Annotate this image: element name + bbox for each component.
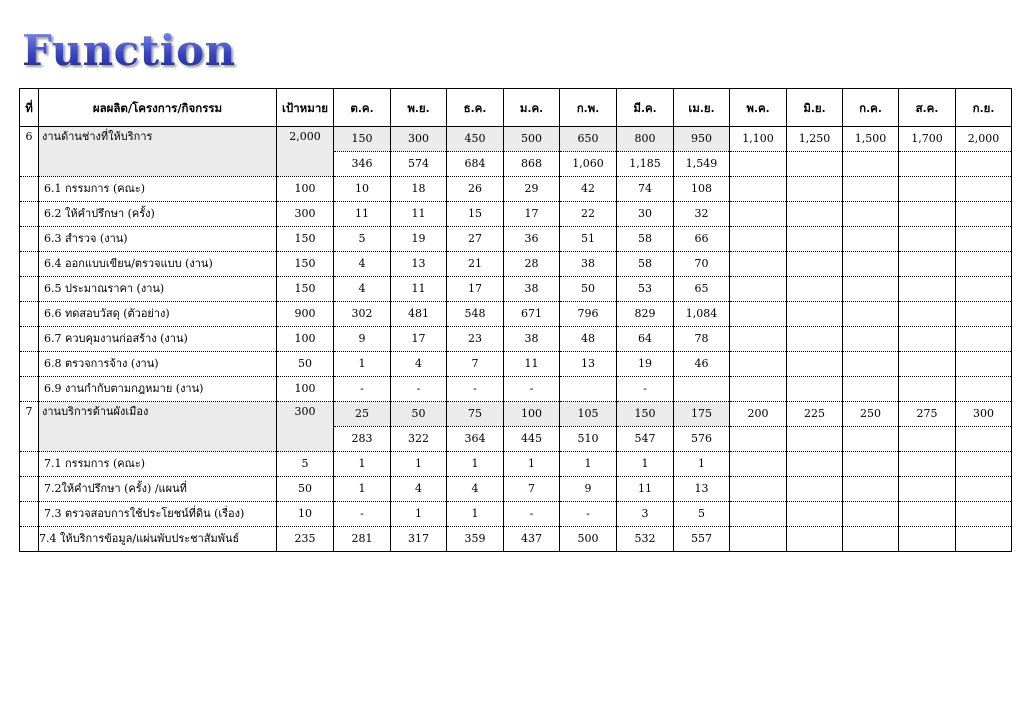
item-value: 1 xyxy=(447,502,504,527)
item-value xyxy=(843,352,899,377)
item-value: 13 xyxy=(391,252,447,277)
item-value xyxy=(787,227,843,252)
item-value: - xyxy=(334,502,391,527)
row-index xyxy=(20,227,39,252)
item-value: 28 xyxy=(504,252,560,277)
plan-value: 275 xyxy=(899,402,956,427)
item-value: 9 xyxy=(560,477,617,502)
actual-value: 283 xyxy=(334,427,391,452)
item-value xyxy=(787,477,843,502)
item-value xyxy=(899,352,956,377)
item-value: 64 xyxy=(617,327,674,352)
actual-value: 346 xyxy=(334,152,391,177)
actual-value xyxy=(730,427,787,452)
item-value: 5 xyxy=(674,502,730,527)
item-value: 42 xyxy=(560,177,617,202)
item-value: - xyxy=(617,377,674,402)
item-value xyxy=(899,477,956,502)
item-target: 10 xyxy=(277,502,334,527)
item-value: - xyxy=(447,377,504,402)
item-value: 13 xyxy=(560,352,617,377)
plan-value: 250 xyxy=(843,402,899,427)
item-value xyxy=(730,352,787,377)
item-name: 7.2ให้คำปรึกษา (ครั้ง) /แผนที่ xyxy=(39,477,277,502)
item-value xyxy=(956,452,1012,477)
column-header: ก.พ. xyxy=(560,89,617,127)
actual-value xyxy=(899,427,956,452)
table-row xyxy=(20,252,1012,277)
actual-value xyxy=(843,152,899,177)
item-value xyxy=(956,302,1012,327)
plan-value: 25 xyxy=(334,402,391,427)
item-value: 4 xyxy=(391,352,447,377)
row-index xyxy=(20,277,39,302)
item-value xyxy=(843,227,899,252)
item-value: 1 xyxy=(334,452,391,477)
item-value xyxy=(787,327,843,352)
actual-value xyxy=(899,152,956,177)
column-header: ที่ xyxy=(20,89,39,127)
item-value: 7 xyxy=(447,352,504,377)
item-value: 108 xyxy=(674,177,730,202)
plan-value: 175 xyxy=(674,402,730,427)
item-value: 11 xyxy=(391,202,447,227)
item-target: 5 xyxy=(277,452,334,477)
column-header: ต.ค. xyxy=(334,89,391,127)
plan-value: 150 xyxy=(617,402,674,427)
item-value: 796 xyxy=(560,302,617,327)
item-value: 4 xyxy=(391,477,447,502)
plan-value: 950 xyxy=(674,127,730,152)
item-value xyxy=(787,452,843,477)
item-value: 27 xyxy=(447,227,504,252)
item-value xyxy=(730,477,787,502)
column-header: มี.ค. xyxy=(617,89,674,127)
item-value: - xyxy=(391,377,447,402)
row-index xyxy=(20,252,39,277)
actual-value: 364 xyxy=(447,427,504,452)
item-value xyxy=(956,327,1012,352)
item-name: 6.6 ทดสอบวัสดุ (ตัวอย่าง) xyxy=(39,302,277,327)
plan-value: 1,250 xyxy=(787,127,843,152)
item-name: 7.3 ตรวจสอบการใช้ประโยชน์ที่ดิน (เรื่อง) xyxy=(39,502,277,527)
item-value: 50 xyxy=(560,277,617,302)
item-value xyxy=(899,177,956,202)
row-index xyxy=(20,327,39,352)
item-value xyxy=(730,202,787,227)
item-value xyxy=(787,352,843,377)
item-value xyxy=(843,202,899,227)
item-value: 437 xyxy=(504,527,560,552)
plan-value: 2,000 xyxy=(956,127,1012,152)
item-name: 6.2 ให้คำปรึกษา (ครั้ง) xyxy=(39,202,277,227)
item-value xyxy=(899,302,956,327)
actual-value xyxy=(787,427,843,452)
item-value xyxy=(787,302,843,327)
row-index xyxy=(20,302,39,327)
plan-value: 150 xyxy=(334,127,391,152)
table-row xyxy=(20,302,1012,327)
item-target: 100 xyxy=(277,377,334,402)
item-value xyxy=(843,527,899,552)
plan-value: 200 xyxy=(730,402,787,427)
plan-value: 1,100 xyxy=(730,127,787,152)
item-value: - xyxy=(504,502,560,527)
actual-value: 1,185 xyxy=(617,152,674,177)
item-value: 671 xyxy=(504,302,560,327)
item-target: 235 xyxy=(277,527,334,552)
plan-value: 300 xyxy=(956,402,1012,427)
group-index: 7 xyxy=(20,402,39,452)
item-target: 50 xyxy=(277,352,334,377)
item-value xyxy=(843,177,899,202)
actual-value: 868 xyxy=(504,152,560,177)
item-value: 38 xyxy=(504,327,560,352)
item-value: 7 xyxy=(504,477,560,502)
item-value: 281 xyxy=(334,527,391,552)
item-value xyxy=(787,277,843,302)
plan-value: 800 xyxy=(617,127,674,152)
item-value xyxy=(560,377,617,402)
plan-value: 450 xyxy=(447,127,504,152)
item-value xyxy=(843,452,899,477)
item-value: 10 xyxy=(334,177,391,202)
item-name: 6.5 ประมาณราคา (งาน) xyxy=(39,277,277,302)
item-target: 150 xyxy=(277,227,334,252)
item-value xyxy=(787,502,843,527)
item-value: 500 xyxy=(560,527,617,552)
item-value: 19 xyxy=(617,352,674,377)
actual-value xyxy=(956,427,1012,452)
item-value: 17 xyxy=(504,202,560,227)
item-value: 17 xyxy=(391,327,447,352)
item-value: 74 xyxy=(617,177,674,202)
item-value: 3 xyxy=(617,502,674,527)
item-value: 22 xyxy=(560,202,617,227)
plan-value: 1,700 xyxy=(899,127,956,152)
column-header: มิ.ย. xyxy=(787,89,843,127)
plan-value: 225 xyxy=(787,402,843,427)
table-row xyxy=(20,177,1012,202)
item-value xyxy=(956,477,1012,502)
item-value: 1 xyxy=(391,502,447,527)
actual-value xyxy=(730,152,787,177)
row-index xyxy=(20,202,39,227)
item-value xyxy=(956,277,1012,302)
row-index xyxy=(20,352,39,377)
item-value: 78 xyxy=(674,327,730,352)
item-value: 1,084 xyxy=(674,302,730,327)
item-target: 50 xyxy=(277,477,334,502)
item-value: 23 xyxy=(447,327,504,352)
item-target: 300 xyxy=(277,202,334,227)
item-value: 532 xyxy=(617,527,674,552)
item-value xyxy=(899,202,956,227)
item-value xyxy=(730,452,787,477)
item-value: 58 xyxy=(617,227,674,252)
table-row xyxy=(20,477,1012,502)
item-value: 548 xyxy=(447,302,504,327)
item-value: 29 xyxy=(504,177,560,202)
item-value xyxy=(787,177,843,202)
plan-value: 100 xyxy=(504,402,560,427)
item-value xyxy=(843,277,899,302)
column-header: เม.ย. xyxy=(674,89,730,127)
item-value: 4 xyxy=(334,252,391,277)
item-value: 51 xyxy=(560,227,617,252)
item-value xyxy=(787,377,843,402)
item-value: 1 xyxy=(504,452,560,477)
plan-value: 105 xyxy=(560,402,617,427)
item-value xyxy=(730,527,787,552)
column-header: ก.ค. xyxy=(843,89,899,127)
plan-value: 500 xyxy=(504,127,560,152)
actual-value: 322 xyxy=(391,427,447,452)
actual-value: 547 xyxy=(617,427,674,452)
item-target: 150 xyxy=(277,277,334,302)
item-value: 15 xyxy=(447,202,504,227)
item-value xyxy=(787,252,843,277)
item-value: 11 xyxy=(334,202,391,227)
row-index xyxy=(20,477,39,502)
plan-value: 300 xyxy=(391,127,447,152)
actual-value xyxy=(787,152,843,177)
item-name: 6.8 ตรวจการจ้าง (งาน) xyxy=(39,352,277,377)
plan-value: 1,500 xyxy=(843,127,899,152)
item-value: 1 xyxy=(447,452,504,477)
item-value: 11 xyxy=(504,352,560,377)
header-row xyxy=(20,89,1012,127)
column-header: พ.ค. xyxy=(730,89,787,127)
item-value xyxy=(787,202,843,227)
item-value xyxy=(899,252,956,277)
item-value xyxy=(899,327,956,352)
table-row xyxy=(20,502,1012,527)
item-value: 13 xyxy=(674,477,730,502)
item-value xyxy=(899,502,956,527)
item-value: 5 xyxy=(334,227,391,252)
row-index xyxy=(20,377,39,402)
actual-value: 1,549 xyxy=(674,152,730,177)
item-value: 481 xyxy=(391,302,447,327)
table-row xyxy=(20,227,1012,252)
item-value xyxy=(730,502,787,527)
item-value xyxy=(843,302,899,327)
item-value xyxy=(899,377,956,402)
column-header: ม.ค. xyxy=(504,89,560,127)
item-value: 19 xyxy=(391,227,447,252)
item-value: 26 xyxy=(447,177,504,202)
item-target: 100 xyxy=(277,177,334,202)
item-value: 11 xyxy=(617,477,674,502)
actual-value: 445 xyxy=(504,427,560,452)
item-value: 46 xyxy=(674,352,730,377)
table-row xyxy=(20,352,1012,377)
item-target: 900 xyxy=(277,302,334,327)
item-value: 65 xyxy=(674,277,730,302)
item-value xyxy=(956,502,1012,527)
actual-value: 574 xyxy=(391,152,447,177)
item-value: 11 xyxy=(391,277,447,302)
group-plan-row xyxy=(20,402,1012,427)
item-name: 6.9 งานกำกับตามกฎหมาย (งาน) xyxy=(39,377,277,402)
item-value: 70 xyxy=(674,252,730,277)
row-index xyxy=(20,452,39,477)
item-value: 48 xyxy=(560,327,617,352)
item-target: 150 xyxy=(277,252,334,277)
item-value xyxy=(730,177,787,202)
table-row xyxy=(20,202,1012,227)
column-header: ก.ย. xyxy=(956,89,1012,127)
item-value xyxy=(956,377,1012,402)
item-value: 1 xyxy=(334,477,391,502)
plan-value: 650 xyxy=(560,127,617,152)
item-value xyxy=(674,377,730,402)
item-value: 66 xyxy=(674,227,730,252)
row-index xyxy=(20,527,39,552)
item-value xyxy=(956,352,1012,377)
item-name: 7.4 ให้บริการข้อมูล/แผ่นพับประชาสัมพันธ์ xyxy=(39,527,277,552)
actual-value xyxy=(843,427,899,452)
item-value: - xyxy=(560,502,617,527)
item-value xyxy=(730,302,787,327)
table-body xyxy=(20,127,1012,552)
table-row xyxy=(20,327,1012,352)
actual-value: 1,060 xyxy=(560,152,617,177)
item-value xyxy=(899,527,956,552)
column-header: เป้าหมาย xyxy=(277,89,334,127)
item-value: 58 xyxy=(617,252,674,277)
item-value: 4 xyxy=(334,277,391,302)
item-value: 38 xyxy=(560,252,617,277)
actual-value: 510 xyxy=(560,427,617,452)
item-name: 6.4 ออกแบบเขียน/ตรวจแบบ (งาน) xyxy=(39,252,277,277)
item-value: 359 xyxy=(447,527,504,552)
item-value xyxy=(956,177,1012,202)
item-value xyxy=(843,327,899,352)
item-name: 6.7 ควบคุมงานก่อสร้าง (งาน) xyxy=(39,327,277,352)
actual-value: 576 xyxy=(674,427,730,452)
item-value xyxy=(787,527,843,552)
item-target: 100 xyxy=(277,327,334,352)
item-value: - xyxy=(504,377,560,402)
item-value: 9 xyxy=(334,327,391,352)
item-value: 829 xyxy=(617,302,674,327)
item-value xyxy=(730,327,787,352)
actual-value: 684 xyxy=(447,152,504,177)
column-header: ผลผลิต/โครงการ/กิจกรรม xyxy=(39,89,277,127)
item-value xyxy=(730,277,787,302)
row-index xyxy=(20,502,39,527)
item-value: 317 xyxy=(391,527,447,552)
group-plan-row xyxy=(20,127,1012,152)
item-name: 6.3 สำรวจ (งาน) xyxy=(39,227,277,252)
item-value xyxy=(843,477,899,502)
group-target: 300 xyxy=(277,402,334,452)
item-value xyxy=(730,227,787,252)
table-row xyxy=(20,377,1012,402)
item-value: 1 xyxy=(560,452,617,477)
page-title: Function xyxy=(22,26,236,75)
plan-value: 75 xyxy=(447,402,504,427)
item-value: 302 xyxy=(334,302,391,327)
item-value xyxy=(843,252,899,277)
item-value xyxy=(956,202,1012,227)
item-value: 4 xyxy=(447,477,504,502)
performance-table xyxy=(19,88,1012,552)
row-index xyxy=(20,177,39,202)
item-value: 21 xyxy=(447,252,504,277)
item-value xyxy=(956,252,1012,277)
item-value xyxy=(956,227,1012,252)
plan-value: 50 xyxy=(391,402,447,427)
item-value xyxy=(956,527,1012,552)
table-row xyxy=(20,452,1012,477)
item-value: 1 xyxy=(391,452,447,477)
table-row xyxy=(20,527,1012,552)
item-value: - xyxy=(334,377,391,402)
item-name: 6.1 กรรมการ (คณะ) xyxy=(39,177,277,202)
item-value xyxy=(730,252,787,277)
item-value: 1 xyxy=(674,452,730,477)
item-value: 1 xyxy=(334,352,391,377)
item-value: 36 xyxy=(504,227,560,252)
column-header: ส.ค. xyxy=(899,89,956,127)
actual-value xyxy=(956,152,1012,177)
item-value xyxy=(730,377,787,402)
group-name: งานบริการด้านผังเมือง xyxy=(39,402,277,452)
item-value: 17 xyxy=(447,277,504,302)
group-target: 2,000 xyxy=(277,127,334,177)
group-name: งานด้านช่างที่ให้บริการ xyxy=(39,127,277,177)
column-header: ธ.ค. xyxy=(447,89,504,127)
item-value xyxy=(899,452,956,477)
group-index: 6 xyxy=(20,127,39,177)
item-name: 7.1 กรรมการ (คณะ) xyxy=(39,452,277,477)
item-value xyxy=(899,227,956,252)
item-value: 18 xyxy=(391,177,447,202)
item-value: 53 xyxy=(617,277,674,302)
table-row xyxy=(20,277,1012,302)
item-value xyxy=(843,502,899,527)
item-value: 1 xyxy=(617,452,674,477)
item-value: 32 xyxy=(674,202,730,227)
item-value: 30 xyxy=(617,202,674,227)
item-value: 38 xyxy=(504,277,560,302)
column-header: พ.ย. xyxy=(391,89,447,127)
item-value: 557 xyxy=(674,527,730,552)
item-value xyxy=(843,377,899,402)
item-value xyxy=(899,277,956,302)
